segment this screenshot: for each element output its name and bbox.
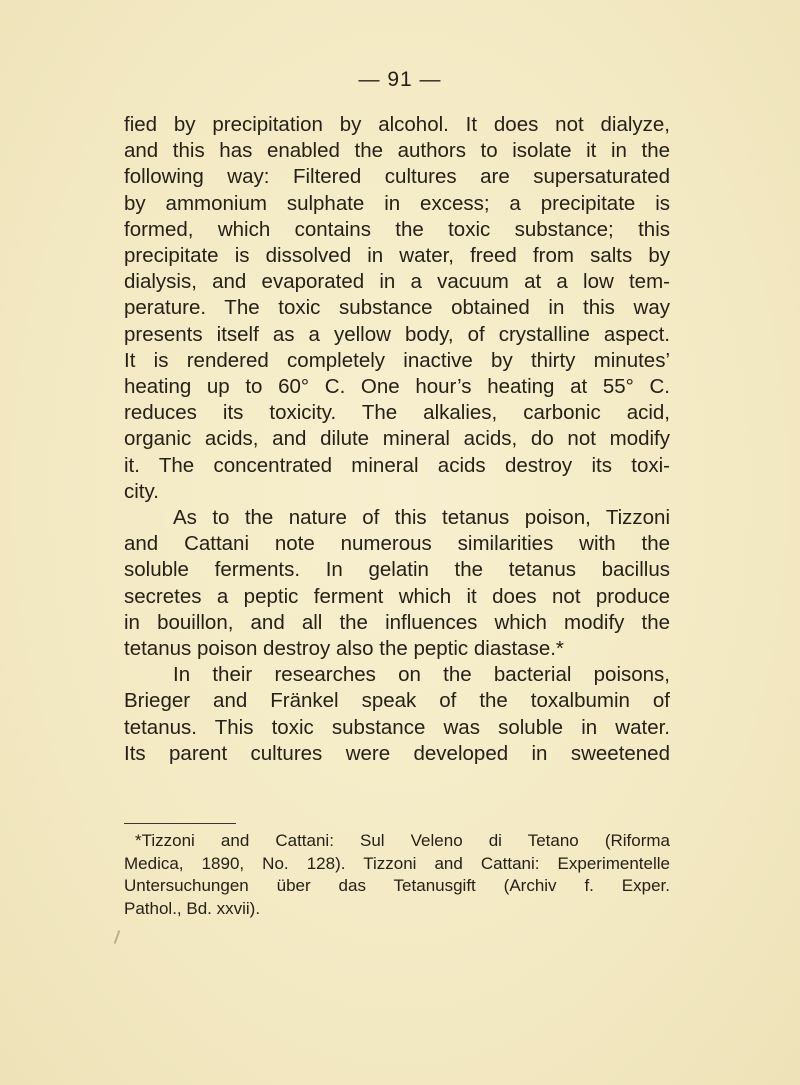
text-line: heating up to 60° C. One hour’s heating at 55° C. [124,375,670,399]
footnote-line: Untersuchungen über das Tetanusgift (Archiv f. Exper. [124,876,670,895]
text-line: secretes a peptic ferment which it does not produce [124,584,670,608]
text-line: by ammonium sulphate in excess; a precipitate is [124,191,670,215]
text-line: precipitate is dissolved in water, freed from salts by [124,244,670,268]
text-line: organic acids, and dilute mineral acids, do not modify [124,427,670,451]
text-line: reduces its toxicity. The alkalies, carbonic acid, [124,401,670,425]
text-line: presents itself as a yellow body, of crystalline aspect. [124,322,670,346]
text-line: and Cattani note numerous similarities with the [124,532,670,556]
text-line: city. [124,479,159,503]
text-line: following way: Filtered cultures are supersaturated [124,165,670,189]
text-line: dialysis, and evaporated in a vacuum at a low tem- [124,270,670,294]
footnote [124,830,670,920]
paper-mark [114,930,121,944]
text-line: soluble ferments. In gelatin the tetanus bacillus [124,558,670,582]
footnote-divider [124,823,236,824]
body-text [124,112,670,767]
footnote-line: Medica, 1890, No. 128). Tizzoni and Cattani: Experimentelle [124,853,670,873]
text-line: it. The concentrated mineral acids destroy its toxi- [124,453,670,477]
page-number: — 91 — [358,68,442,91]
text-line: formed, which contains the toxic substance; this [124,217,670,241]
text-line: Brieger and Fränkel speak of the toxalbumin of [124,689,670,713]
text-line: tetanus. This toxic substance was soluble in water. [124,715,670,739]
footnote-line: Pathol., Bd. xxvii). [124,898,261,918]
text-line: tetanus poison destroy also the peptic diastase.* [124,637,564,661]
text-line: and this has enabled the authors to isolate it in the [124,139,670,163]
text-line: fied by precipitation by alcohol. It does not dialyze, [124,113,670,136]
text-line: Its parent cultures were developed in sweetened [124,741,670,765]
text-line: In their researches on the bacterial poisons, [173,663,670,687]
text-line: perature. The toxic substance obtained in this way [124,296,670,320]
text-line: As to the nature of this tetanus poison, Tizzoni [173,506,670,530]
text-line: in bouillon, and all the influences which modify the [124,610,670,634]
text-line: It is rendered completely inactive by thirty minutes’ [124,348,670,372]
footnote-line: *Tizzoni and Cattani: Sul Veleno di Tetano (Riforma [135,831,670,850]
